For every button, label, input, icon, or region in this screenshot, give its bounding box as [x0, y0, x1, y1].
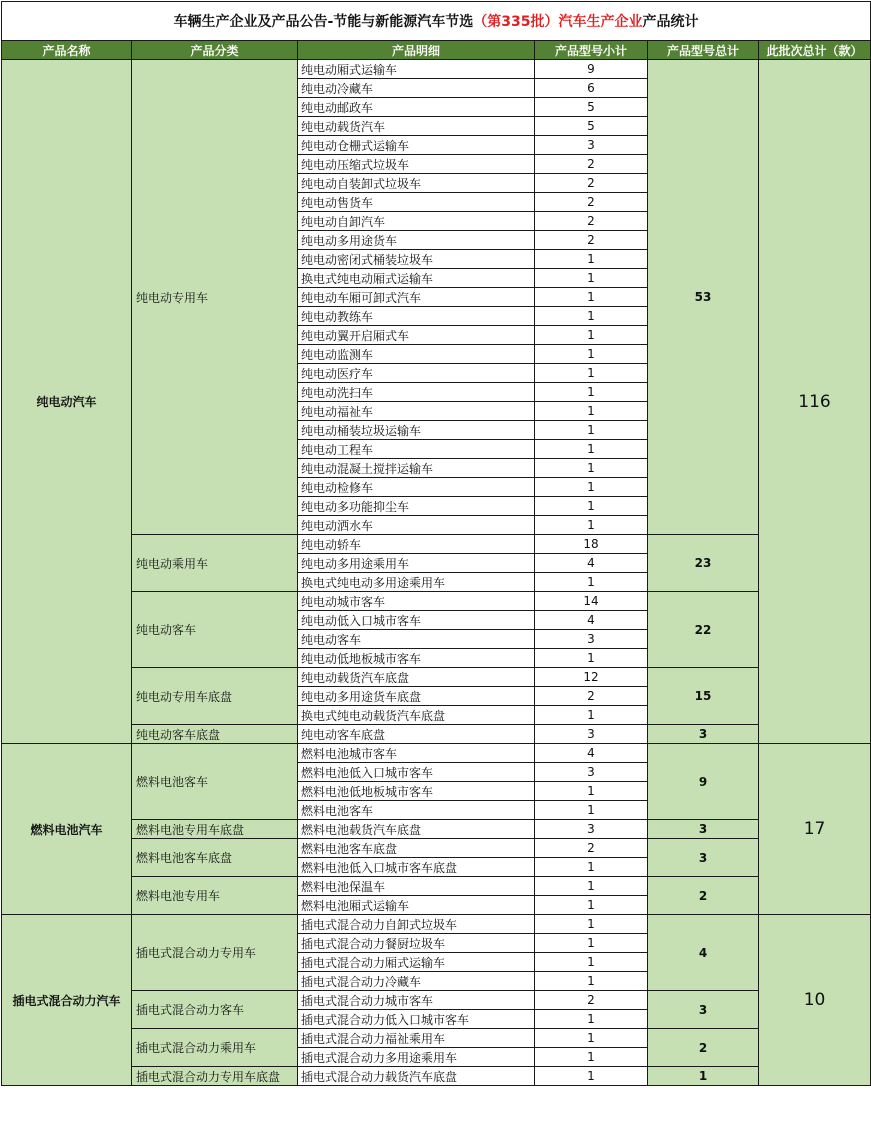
product-name-cell: 燃料电池汽车: [2, 744, 132, 915]
product-name-cell: 插电式混合动力汽车: [2, 915, 132, 1086]
table-row: [2, 668, 871, 687]
product-detail-cell: 纯电动客车: [298, 630, 535, 649]
product-detail-cell: 纯电动载货汽车底盘: [298, 668, 535, 687]
title-part-2: （第335批）汽车生产企业: [473, 14, 643, 30]
batch-total-cell: 116: [759, 60, 871, 744]
product-detail-cell: 插电式混合动力载货汽车底盘: [298, 1067, 535, 1086]
model-total-cell: 4: [648, 915, 759, 991]
product-category-cell: 纯电动客车: [132, 592, 298, 668]
product-category-cell: 纯电动客车底盘: [132, 725, 298, 744]
model-subtotal-cell: 2: [535, 212, 648, 231]
table-row: [2, 1029, 871, 1048]
product-detail-cell: 纯电动密闭式桶装垃圾车: [298, 250, 535, 269]
model-subtotal-cell: 1: [535, 478, 648, 497]
model-subtotal-cell: 1: [535, 1010, 648, 1029]
model-total-cell: 2: [648, 877, 759, 915]
model-total-cell: 2: [648, 1029, 759, 1067]
product-category-cell: 纯电动乘用车: [132, 535, 298, 592]
header-product-name: 产品名称: [2, 41, 132, 60]
product-detail-cell: 插电式混合动力冷藏车: [298, 972, 535, 991]
batch-total-cell: 17: [759, 744, 871, 915]
model-subtotal-cell: 1: [535, 269, 648, 288]
product-detail-cell: 插电式混合动力福祉乘用车: [298, 1029, 535, 1048]
model-subtotal-cell: 1: [535, 345, 648, 364]
product-detail-cell: 燃料电池保温车: [298, 877, 535, 896]
product-detail-cell: 插电式混合动力自卸式垃圾车: [298, 915, 535, 934]
product-detail-cell: 纯电动厢式运输车: [298, 60, 535, 79]
product-detail-cell: 纯电动压缩式垃圾车: [298, 155, 535, 174]
header-product-category: 产品分类: [132, 41, 298, 60]
product-detail-cell: 纯电动仓栅式运输车: [298, 136, 535, 155]
product-detail-cell: 纯电动多用途乘用车: [298, 554, 535, 573]
model-subtotal-cell: 2: [535, 687, 648, 706]
product-category-cell: 纯电动专用车: [132, 60, 298, 535]
product-category-cell: 插电式混合动力专用车底盘: [132, 1067, 298, 1086]
model-total-cell: 53: [648, 60, 759, 535]
product-detail-cell: 纯电动多功能抑尘车: [298, 497, 535, 516]
model-subtotal-cell: 2: [535, 839, 648, 858]
model-subtotal-cell: 1: [535, 915, 648, 934]
model-subtotal-cell: 14: [535, 592, 648, 611]
product-category-cell: 插电式混合动力乘用车: [132, 1029, 298, 1067]
product-detail-cell: 纯电动车厢可卸式汽车: [298, 288, 535, 307]
product-detail-cell: 燃料电池客车: [298, 801, 535, 820]
model-subtotal-cell: 1: [535, 307, 648, 326]
model-subtotal-cell: 1: [535, 934, 648, 953]
table-row: [2, 592, 871, 611]
model-subtotal-cell: 4: [535, 744, 648, 763]
model-subtotal-cell: 1: [535, 364, 648, 383]
model-subtotal-cell: 3: [535, 630, 648, 649]
model-total-cell: 1: [648, 1067, 759, 1086]
product-detail-cell: 纯电动客车底盘: [298, 725, 535, 744]
product-detail-cell: 纯电动载货汽车: [298, 117, 535, 136]
model-total-cell: 3: [648, 839, 759, 877]
product-detail-cell: 插电式混合动力城市客车: [298, 991, 535, 1010]
product-category-cell: 插电式混合动力客车: [132, 991, 298, 1029]
model-total-cell: 23: [648, 535, 759, 592]
model-subtotal-cell: 2: [535, 991, 648, 1010]
model-subtotal-cell: 3: [535, 136, 648, 155]
model-subtotal-cell: 1: [535, 1048, 648, 1067]
product-detail-cell: 插电式混合动力厢式运输车: [298, 953, 535, 972]
title-part-1: 车辆生产企业及产品公告-节能与新能源汽车节选: [173, 14, 474, 30]
model-subtotal-cell: 1: [535, 972, 648, 991]
table-row: [2, 744, 871, 763]
product-detail-cell: 纯电动城市客车: [298, 592, 535, 611]
product-detail-cell: 燃料电池低入口城市客车: [298, 763, 535, 782]
header-product-detail: 产品明细: [298, 41, 535, 60]
model-subtotal-cell: 1: [535, 250, 648, 269]
product-name-cell: 纯电动汽车: [2, 60, 132, 744]
model-total-cell: 22: [648, 592, 759, 668]
model-subtotal-cell: 6: [535, 79, 648, 98]
product-detail-cell: 换电式纯电动厢式运输车: [298, 269, 535, 288]
table-row: [2, 725, 871, 744]
model-subtotal-cell: 1: [535, 497, 648, 516]
model-subtotal-cell: 1: [535, 896, 648, 915]
product-category-cell: 燃料电池专用车底盘: [132, 820, 298, 839]
header-model-total: 产品型号总计: [648, 41, 759, 60]
table-row: [2, 991, 871, 1010]
model-total-cell: 9: [648, 744, 759, 820]
product-detail-cell: 插电式混合动力餐厨垃圾车: [298, 934, 535, 953]
model-subtotal-cell: 1: [535, 877, 648, 896]
batch-total-cell: 10: [759, 915, 871, 1086]
model-total-cell: 3: [648, 725, 759, 744]
model-total-cell: 3: [648, 991, 759, 1029]
product-detail-cell: 纯电动低入口城市客车: [298, 611, 535, 630]
model-subtotal-cell: 18: [535, 535, 648, 554]
model-subtotal-cell: 1: [535, 459, 648, 478]
product-detail-cell: 纯电动低地板城市客车: [298, 649, 535, 668]
product-detail-cell: 插电式混合动力多用途乘用车: [298, 1048, 535, 1067]
product-detail-cell: 纯电动医疗车: [298, 364, 535, 383]
model-total-cell: 15: [648, 668, 759, 725]
product-detail-cell: 纯电动洗扫车: [298, 383, 535, 402]
product-statistics-table: [1, 1, 871, 1086]
model-subtotal-cell: 1: [535, 288, 648, 307]
product-detail-cell: 纯电动翼开启厢式车: [298, 326, 535, 345]
model-subtotal-cell: 5: [535, 117, 648, 136]
header-batch-total: 此批次总计（款）: [759, 41, 871, 60]
product-detail-cell: 纯电动自卸汽车: [298, 212, 535, 231]
model-subtotal-cell: 1: [535, 440, 648, 459]
model-subtotal-cell: 1: [535, 782, 648, 801]
product-detail-cell: 燃料电池厢式运输车: [298, 896, 535, 915]
table-row: [2, 839, 871, 858]
table-row: [2, 877, 871, 896]
product-detail-cell: 换电式纯电动多用途乘用车: [298, 573, 535, 592]
product-detail-cell: 纯电动洒水车: [298, 516, 535, 535]
model-subtotal-cell: 2: [535, 174, 648, 193]
model-subtotal-cell: 1: [535, 516, 648, 535]
model-subtotal-cell: 1: [535, 801, 648, 820]
product-detail-cell: 纯电动混凝土搅拌运输车: [298, 459, 535, 478]
model-subtotal-cell: 1: [535, 858, 648, 877]
product-category-cell: 纯电动专用车底盘: [132, 668, 298, 725]
model-subtotal-cell: 1: [535, 953, 648, 972]
product-detail-cell: 纯电动教练车: [298, 307, 535, 326]
model-subtotal-cell: 2: [535, 231, 648, 250]
product-detail-cell: 纯电动邮政车: [298, 98, 535, 117]
product-detail-cell: 燃料电池城市客车: [298, 744, 535, 763]
product-detail-cell: 纯电动多用途货车底盘: [298, 687, 535, 706]
product-category-cell: 插电式混合动力专用车: [132, 915, 298, 991]
product-detail-cell: 纯电动轿车: [298, 535, 535, 554]
model-subtotal-cell: 1: [535, 573, 648, 592]
product-detail-cell: 燃料电池客车底盘: [298, 839, 535, 858]
model-subtotal-cell: 1: [535, 706, 648, 725]
product-detail-cell: 纯电动监测车: [298, 345, 535, 364]
model-subtotal-cell: 4: [535, 554, 648, 573]
model-subtotal-cell: 1: [535, 402, 648, 421]
model-subtotal-cell: 1: [535, 383, 648, 402]
product-detail-cell: 纯电动桶装垃圾运输车: [298, 421, 535, 440]
product-detail-cell: 燃料电池载货汽车底盘: [298, 820, 535, 839]
header-model-subtotal: 产品型号小计: [535, 41, 648, 60]
product-detail-cell: 纯电动自装卸式垃圾车: [298, 174, 535, 193]
product-detail-cell: 燃料电池低入口城市客车底盘: [298, 858, 535, 877]
product-category-cell: 燃料电池客车底盘: [132, 839, 298, 877]
model-total-cell: 3: [648, 820, 759, 839]
product-detail-cell: 纯电动工程车: [298, 440, 535, 459]
model-subtotal-cell: 3: [535, 820, 648, 839]
table-row: [2, 535, 871, 554]
product-detail-cell: 换电式纯电动载货汽车底盘: [298, 706, 535, 725]
model-subtotal-cell: 3: [535, 763, 648, 782]
model-subtotal-cell: 1: [535, 1029, 648, 1048]
product-detail-cell: 纯电动冷藏车: [298, 79, 535, 98]
model-subtotal-cell: 4: [535, 611, 648, 630]
product-detail-cell: 纯电动多用途货车: [298, 231, 535, 250]
product-detail-cell: 燃料电池低地板城市客车: [298, 782, 535, 801]
table-row: [2, 915, 871, 934]
model-subtotal-cell: 2: [535, 193, 648, 212]
product-detail-cell: 插电式混合动力低入口城市客车: [298, 1010, 535, 1029]
model-subtotal-cell: 2: [535, 155, 648, 174]
model-subtotal-cell: 5: [535, 98, 648, 117]
model-subtotal-cell: 9: [535, 60, 648, 79]
model-subtotal-cell: 12: [535, 668, 648, 687]
model-subtotal-cell: 3: [535, 725, 648, 744]
product-detail-cell: 纯电动售货车: [298, 193, 535, 212]
product-detail-cell: 纯电动检修车: [298, 478, 535, 497]
model-subtotal-cell: 1: [535, 649, 648, 668]
model-subtotal-cell: 1: [535, 326, 648, 345]
product-detail-cell: 纯电动福祉车: [298, 402, 535, 421]
model-subtotal-cell: 1: [535, 1067, 648, 1086]
table-row: [2, 820, 871, 839]
page-title: [2, 2, 871, 41]
table-row: [2, 1067, 871, 1086]
header-row: [2, 41, 871, 60]
product-category-cell: 燃料电池专用车: [132, 877, 298, 915]
model-subtotal-cell: 1: [535, 421, 648, 440]
title-part-3: 产品统计: [642, 14, 699, 30]
product-category-cell: 燃料电池客车: [132, 744, 298, 820]
table-row: [2, 60, 871, 79]
